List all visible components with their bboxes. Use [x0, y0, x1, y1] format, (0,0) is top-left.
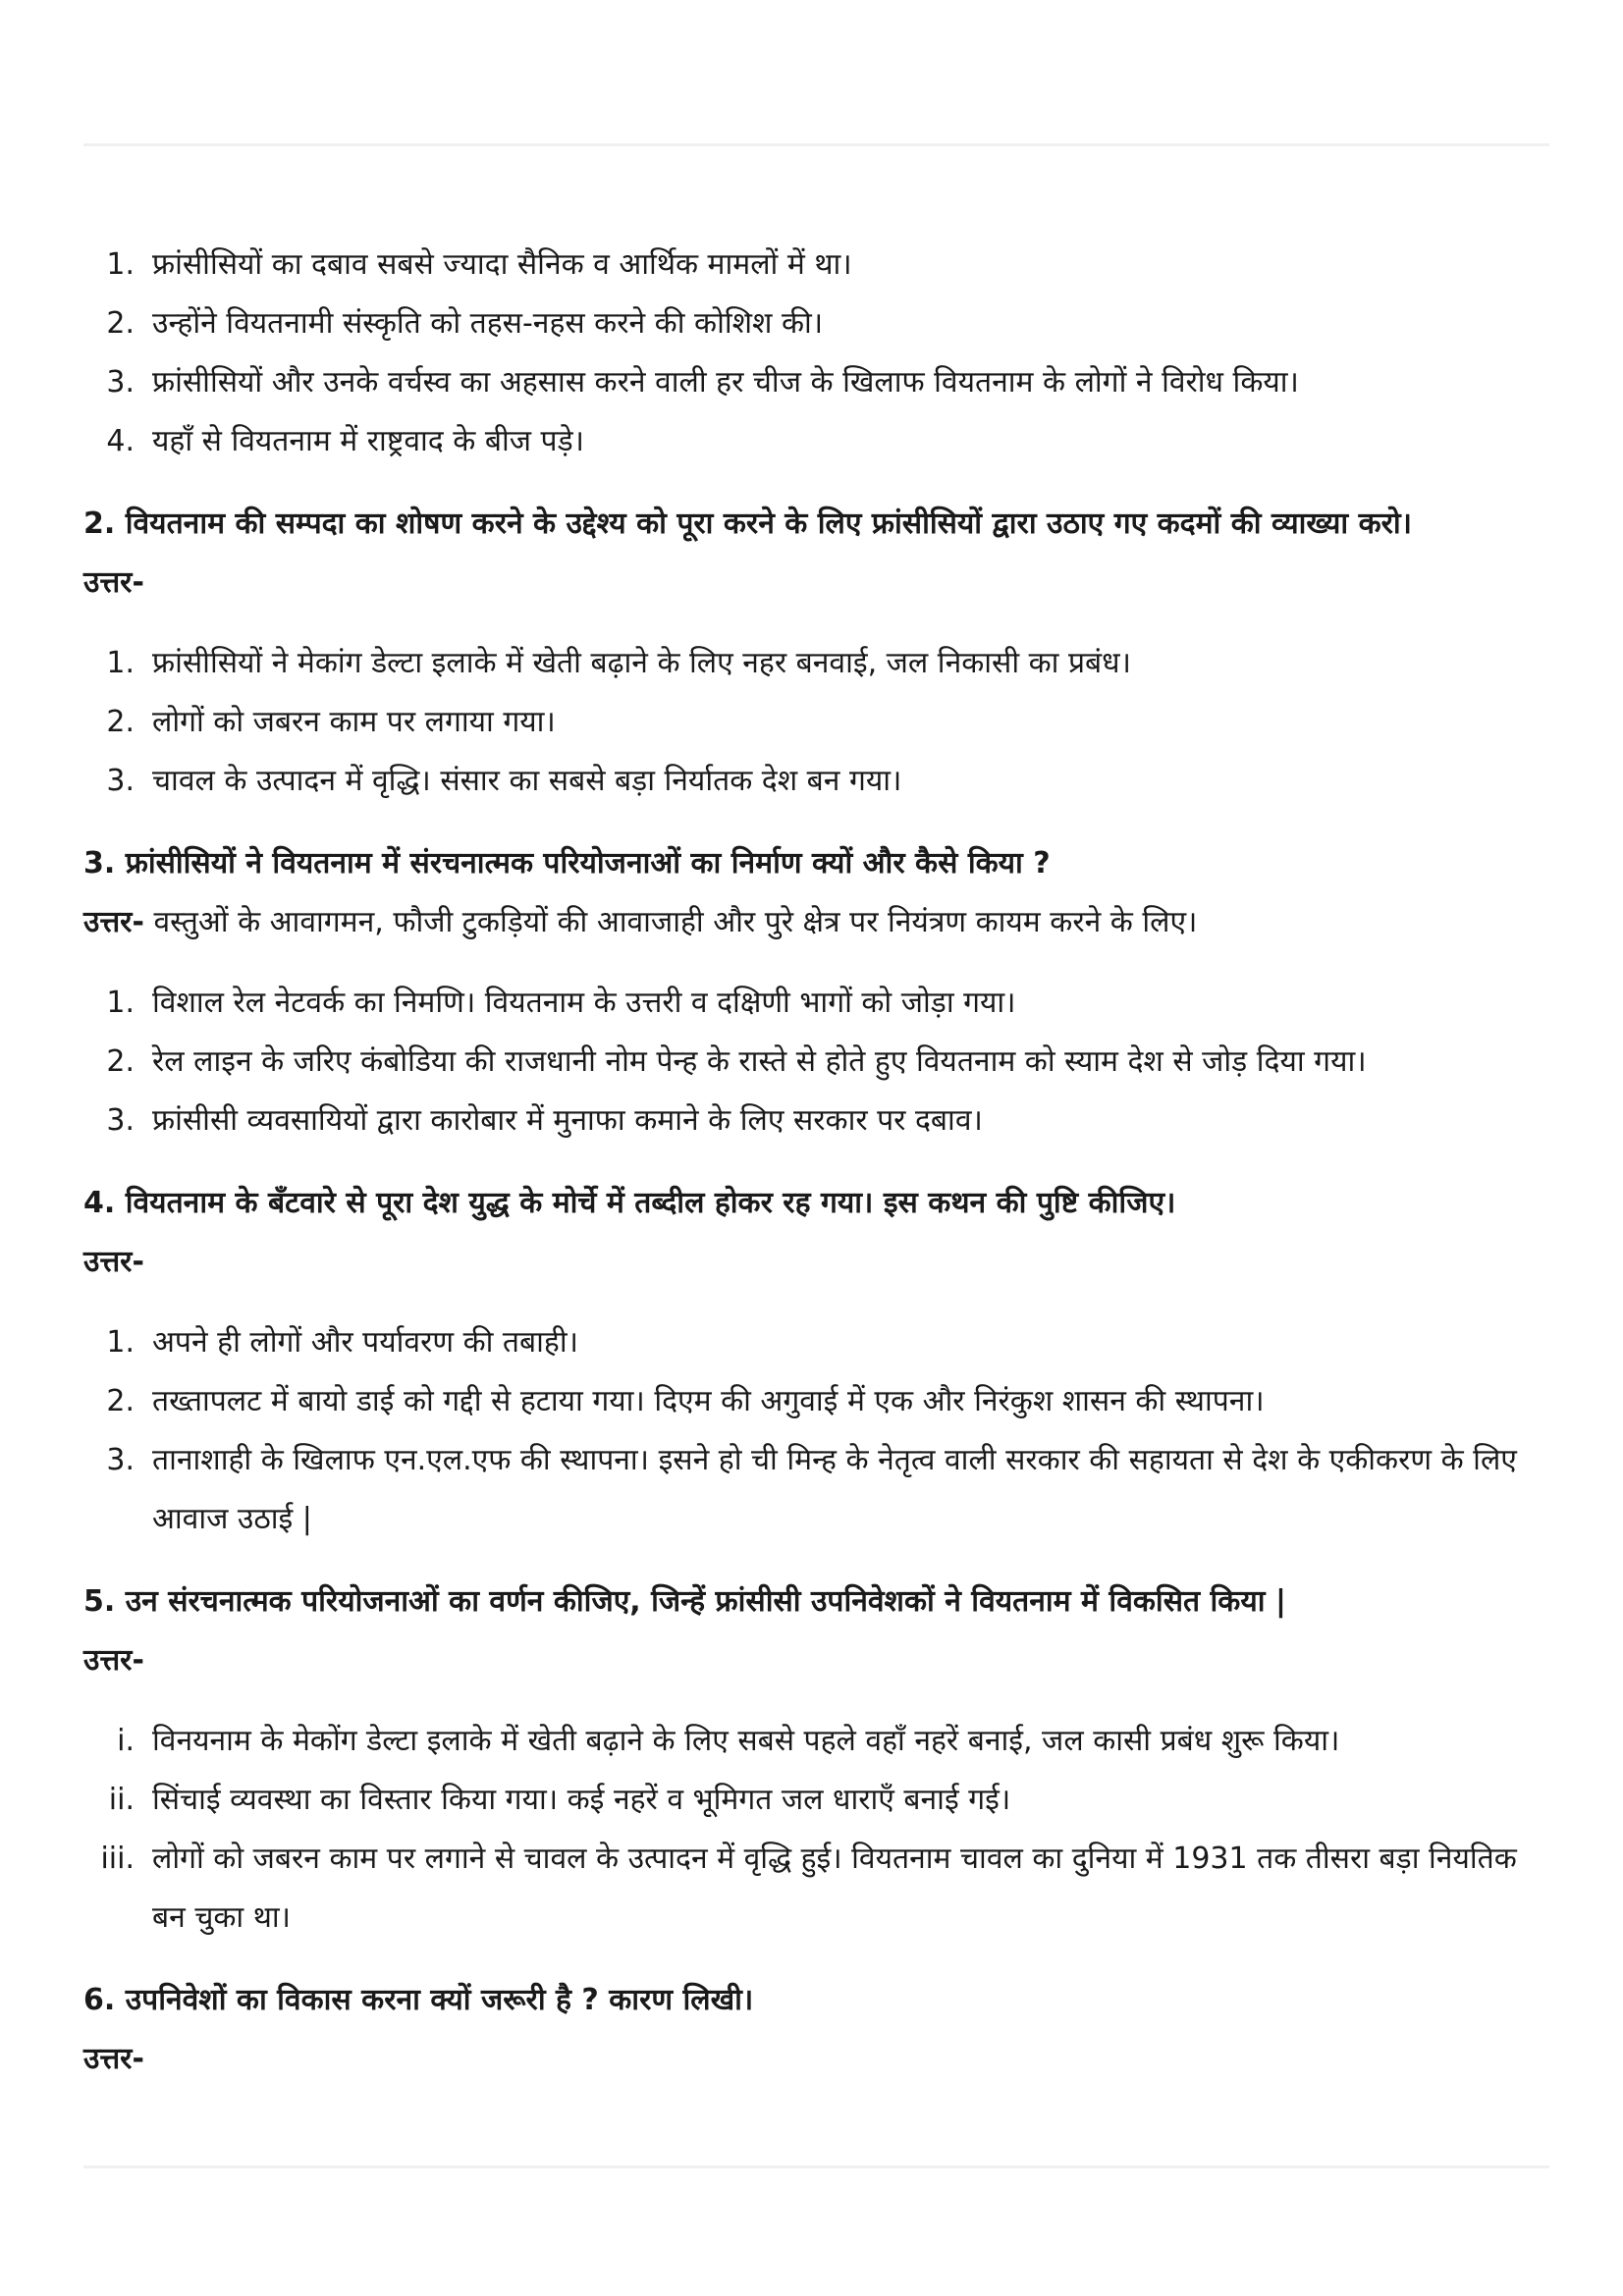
list-item: i. विनयनाम के मेकोंग डेल्टा इलाके में खेती बढ़ाने के लिए सबसे पहले वहाँ नहरें बनाई, जल कासी प्रबंध शुरू किया। [117, 1724, 1340, 1758]
list-item: 2. लोगों को जबरन काम पर लगाया गया। [106, 705, 556, 739]
question-4: 4. वियतनाम के बँटवारे से पूरा देश युद्ध के मोर्चे में तब्दील होकर रह गया। इस कथन की पुष्टि कीजिए। [83, 1186, 1176, 1220]
answer-text-3: वस्तुओं के आवागमन, फौजी टुकड़ियों की आवाजाही और पुरे क्षेत्र पर नियंत्रण कायम करने के लिए। [143, 905, 1198, 939]
list-item: 1. विशाल रेल नेटवर्क का निमणि। वियतनाम के उत्तरी व दक्षिणी भागों को जोड़ा गया। [106, 986, 1016, 1020]
answer-label-3: उत्तर- [83, 905, 144, 939]
list-item: 2. उन्होंने वियतनामी संस्कृति को तहस-नहस करने की कोशिश की। [106, 306, 824, 341]
question-3: 3. फ्रांसीसियों ने वियतनाम में संरचनात्मक परियोजनाओं का निर्माण क्यों और कैसे किया ? [83, 846, 1051, 881]
answer-list-1 [83, 236, 1549, 471]
bottom-divider [83, 2165, 1549, 2168]
list-item: 3. फ्रांसीसियों और उनके वर्चस्व का अहसास करने वाली हर चीज के खिलाफ वियतनाम के लोगों ने विरोध किया। [106, 365, 1299, 400]
list-item: 4. यहाँ से वियतनाम में राष्ट्रवाद के बीज पड़े। [106, 424, 584, 458]
list-item: ii. सिंचाई व्यवस्था का विस्तार किया गया। कई नहरें व भूमिगत जल धाराएँ बनाई गई। [108, 1783, 1011, 1817]
list-item: iii. लोगों को जबरन काम पर लगाने से चावल के उत्पादन में वृद्धि हुई। वियतनाम चावल का दुनिया में 1931 तक तीसरा बड़ा नियतिक बन चुका था। [100, 1842, 1517, 1935]
answer-list-5 [83, 1712, 1549, 1948]
list-item: 3. चावल के उत्पादन में वृद्धि। संसार का सबसे बड़ा निर्यातक देश बन गया। [106, 764, 902, 798]
list-item: 2. तख्तापलट में बायो डाई को गद्दी से हटाया गया। दिएम की अगुवाई में एक और निरंकुश शासन की स्थापना। [106, 1384, 1265, 1418]
answer-3 [83, 893, 1549, 952]
answer-label-5: उत्तर- [83, 1643, 144, 1678]
list-item: 3. तानाशाही के खिलाफ एन.एल.एफ की स्थापना। इसने हो ची मिन्ह के नेतृत्व वाली सरकार की सहायता से देश के एकीकरण के लिए आवाज उठाई | [106, 1443, 1517, 1536]
list-item: 1. अपने ही लोगों और पर्यावरण की तबाही। [106, 1325, 578, 1360]
list-item: 1. फ्रांसीसियों का दबाव सबसे ज्यादा सैनिक व आर्थिक मामलों में था। [106, 247, 852, 282]
list-item: 2. रेल लाइन के जरिए कंबोडिया की राजधानी नोम पेन्ह के रास्ते से होते हुए वियतनाम को स्याम देश से जोड़ दिया गया। [106, 1044, 1367, 1079]
answer-label-2: उत्तर- [83, 565, 144, 600]
answer-list-2 [83, 634, 1549, 811]
question-6: 6. उपनिवेशों का विकास करना क्यों जरूरी है ? कारण लिखी। [83, 1983, 754, 2017]
question-2: 2. वियतनाम की सम्पदा का शोषण करने के उद्देश्य को पूरा करने के लिए फ्रांसीसियों द्वारा उठाए गए कदमों की व्याख्या करो। [83, 507, 1413, 541]
document-body [83, 236, 1549, 2089]
answer-list-4 [83, 1313, 1549, 1549]
top-divider [83, 143, 1549, 146]
question-5: 5. उन संरचनात्मक परियोजनाओं का वर्णन कीजिए, जिन्हें फ्रांसीसी उपनिवेशकों ने वियतनाम में विकसित किया | [83, 1584, 1286, 1619]
answer-label-6: उत्तर- [83, 2042, 144, 2076]
list-item: 1. फ्रांसीसियों ने मेकांग डेल्टा इलाके में खेती बढ़ाने के लिए नहर बनवाई, जल निकासी का प्रबंध। [106, 646, 1131, 680]
answer-list-3 [83, 974, 1549, 1150]
list-item: 3. फ्रांसीसी व्यवसायियों द्वारा कारोबार में मुनाफा कमाने के लिए सरकार पर दबाव। [106, 1103, 983, 1138]
answer-label-4: उत्तर- [83, 1245, 144, 1279]
